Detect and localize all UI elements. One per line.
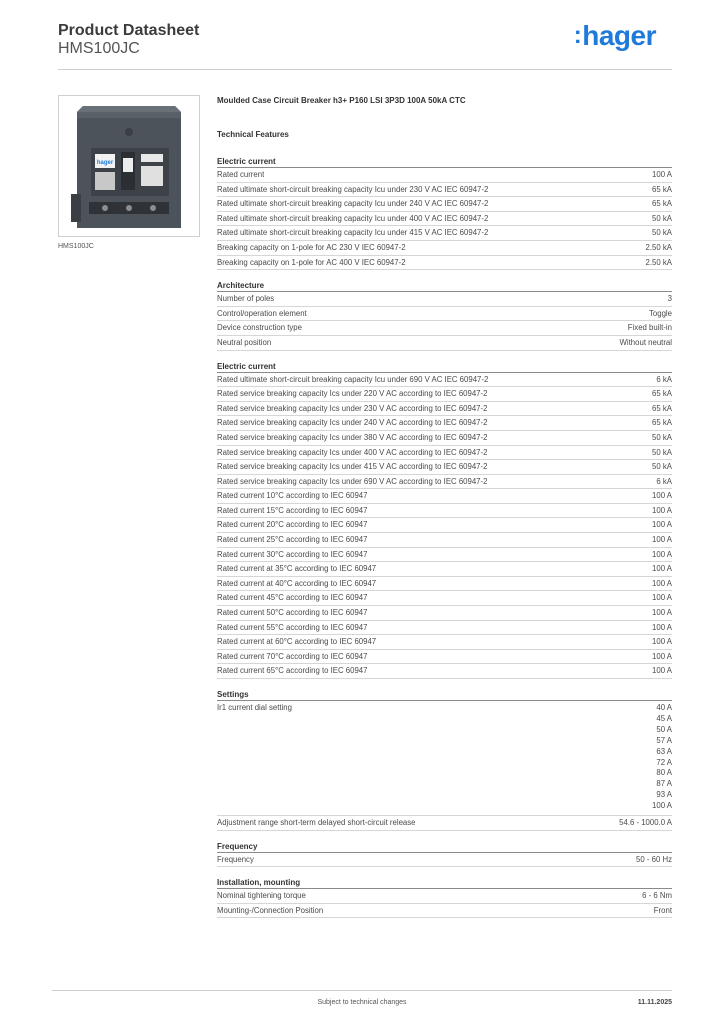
- spec-row: [217, 402, 672, 417]
- spec-row: [217, 533, 672, 548]
- spec-value: 2.50 kA: [645, 257, 672, 267]
- spec-value: 100 A: [652, 651, 672, 661]
- spec-row: [217, 504, 672, 519]
- spec-label: Rated current 10°C according to IEC 60947: [217, 491, 368, 501]
- spec-row: [217, 904, 672, 919]
- spec-value: 50 - 60 Hz: [636, 854, 672, 864]
- dial-value: 50 A: [656, 724, 672, 734]
- dial-value: 100 A: [652, 801, 672, 811]
- spec-label: Device construction type: [217, 323, 302, 333]
- spec-value: 100 A: [652, 505, 672, 515]
- spec-value: 100 A: [652, 491, 672, 501]
- dial-setting-label: Ir1 current dial setting: [217, 703, 292, 712]
- spec-label: Rated service breaking capacity Ics under 220 V AC according to IEC 60947-2: [217, 389, 488, 399]
- group-title: Electric current: [217, 156, 672, 168]
- spec-row: [217, 650, 672, 665]
- product-image: [58, 95, 200, 237]
- spec-row: [217, 226, 672, 241]
- spec-label: Rated ultimate short-circuit breaking capacity Icu under 230 V AC IEC 60947-2: [217, 184, 489, 194]
- dial-value: 80 A: [656, 768, 672, 778]
- spec-row: [217, 336, 672, 351]
- spec-label: Number of poles: [217, 294, 275, 304]
- spec-value: 65 kA: [652, 389, 672, 399]
- spec-label: Rated current 65°C according to IEC 60947: [217, 666, 368, 676]
- spec-label: Rated service breaking capacity Ics under 415 V AC according to IEC 60947-2: [217, 462, 488, 472]
- document-title: Product Datasheet: [58, 22, 200, 39]
- adjust-range-row: [217, 816, 672, 831]
- circuit-breaker-icon: [69, 102, 191, 232]
- spec-label: Neutral position: [217, 337, 272, 347]
- spec-value: 100 A: [652, 170, 672, 179]
- document-subtitle: HMS100JC: [58, 40, 140, 57]
- spec-label: Rated ultimate short-circuit breaking capacity Icu under 690 V AC IEC 60947-2: [217, 374, 489, 384]
- spec-value: 100 A: [652, 578, 672, 588]
- spec-row: [217, 307, 672, 322]
- spec-label: Rated service breaking capacity Ics under 690 V AC according to IEC 60947-2: [217, 476, 488, 486]
- spec-value: 65 kA: [652, 418, 672, 428]
- page-header: [58, 20, 672, 70]
- spec-row: [217, 889, 672, 904]
- spec-row: [217, 183, 672, 198]
- spec-value: Fixed built-in: [627, 323, 672, 333]
- spec-row: [217, 416, 672, 431]
- brand-logo: :hager: [573, 20, 656, 51]
- brand-logo-text: hager: [582, 20, 656, 51]
- spec-value: 50 kA: [652, 447, 672, 457]
- spec-label: Rated current 15°C according to IEC 60947: [217, 505, 368, 515]
- dial-value: 93 A: [656, 790, 672, 800]
- spec-label: Rated current at 40°C according to IEC 60947: [217, 578, 377, 588]
- spec-label: Nominal tightening torque: [217, 891, 306, 901]
- spec-label: Rated current 25°C according to IEC 60947: [217, 535, 368, 545]
- dial-value: 87 A: [656, 779, 672, 789]
- dial-setting-values: [652, 703, 672, 812]
- spec-label: Rated ultimate short-circuit breaking capacity Icu under 400 V AC IEC 60947-2: [217, 213, 489, 223]
- spec-value: 100 A: [652, 608, 672, 618]
- spec-row: [217, 562, 672, 577]
- group-title: Electric current: [217, 361, 672, 373]
- dial-setting-row: [217, 701, 672, 816]
- spec-value: 6 - 6 Nm: [642, 891, 672, 901]
- spec-row: [217, 460, 672, 475]
- spec-row: [217, 256, 672, 271]
- group-title: Architecture: [217, 280, 672, 292]
- spec-value: Toggle: [649, 308, 672, 318]
- spec-label: Breaking capacity on 1-pole for AC 400 V IEC 60947-2: [217, 257, 406, 267]
- spec-row: [217, 197, 672, 212]
- spec-value: 50 kA: [652, 432, 672, 442]
- spec-row: [217, 321, 672, 336]
- spec-label: Rated ultimate short-circuit breaking capacity Icu under 415 V AC IEC 60947-2: [217, 228, 489, 238]
- spec-label: Rated service breaking capacity Ics under 240 V AC according to IEC 60947-2: [217, 418, 488, 428]
- spec-row: [217, 241, 672, 256]
- spec-value: 100 A: [652, 520, 672, 530]
- spec-label: Rated ultimate short-circuit breaking capacity Icu under 240 V AC IEC 60947-2: [217, 199, 489, 209]
- spec-value: 65 kA: [652, 184, 672, 194]
- spec-label: Rated current 45°C according to IEC 60947: [217, 593, 368, 603]
- spec-value: 6 kA: [656, 374, 672, 384]
- settings-title: Settings: [217, 689, 672, 701]
- spec-label: Frequency: [217, 854, 254, 864]
- spec-label: Rated service breaking capacity Ics under 380 V AC according to IEC 60947-2: [217, 432, 488, 442]
- footer-date: 11.11.2025: [637, 999, 672, 1006]
- spec-value: 65 kA: [652, 199, 672, 209]
- spec-row: [217, 212, 672, 227]
- spec-value: 3: [667, 294, 672, 304]
- dial-value: 72 A: [656, 757, 672, 767]
- spec-label: Rated current 55°C according to IEC 60947: [217, 622, 368, 632]
- spec-value: Front: [653, 905, 672, 915]
- spec-label: Control/operation element: [217, 308, 307, 318]
- dial-value: 63 A: [656, 746, 672, 756]
- spec-label: Rated current 30°C according to IEC 60947: [217, 549, 368, 559]
- spec-label: Rated service breaking capacity Ics under 400 V AC according to IEC 60947-2: [217, 447, 488, 457]
- svg-text:hager: hager: [96, 160, 114, 166]
- spec-row: [217, 635, 672, 650]
- spec-value: 100 A: [652, 666, 672, 676]
- spec-row: [217, 475, 672, 490]
- installation-title: Installation, mounting: [217, 877, 672, 889]
- spec-row: [217, 292, 672, 307]
- spec-value: 50 kA: [652, 228, 672, 238]
- spec-label: Breaking capacity on 1-pole for AC 230 V IEC 60947-2: [217, 242, 406, 252]
- spec-label: Rated current 20°C according to IEC 60947: [217, 520, 368, 530]
- spec-row: [217, 664, 672, 679]
- spec-label: Rated current at 60°C according to IEC 60947: [217, 637, 377, 647]
- dial-value: 40 A: [656, 703, 672, 712]
- spec-value: 50 kA: [652, 462, 672, 472]
- spec-value: 100 A: [652, 622, 672, 632]
- spec-row: [217, 168, 672, 183]
- spec-label: Rated current 70°C according to IEC 60947: [217, 651, 368, 661]
- spec-value: Without neutral: [619, 337, 672, 347]
- spec-value: 50 kA: [652, 213, 672, 223]
- spec-row: [217, 591, 672, 606]
- spec-value: 100 A: [652, 549, 672, 559]
- spec-row: [217, 548, 672, 563]
- frequency-rows: [217, 853, 672, 868]
- spec-row: [217, 373, 672, 388]
- footer-note: Subject to technical changes: [317, 999, 407, 1006]
- spec-value: 100 A: [652, 535, 672, 545]
- spec-row: [217, 853, 672, 868]
- technical-content: [217, 96, 672, 918]
- spec-label: Rated current at 35°C according to IEC 60947: [217, 564, 377, 574]
- spec-value: 6 kA: [656, 476, 672, 486]
- spec-label: Rated current: [217, 170, 265, 179]
- dial-value: 57 A: [656, 735, 672, 745]
- spec-row: [217, 431, 672, 446]
- product-name: Moulded Case Circuit Breaker h3+ P160 LSI 3P3D 100A 50kA CTC: [217, 96, 466, 105]
- spec-row: [217, 387, 672, 402]
- spec-value: 100 A: [652, 593, 672, 603]
- adjust-range-value: 54.6 - 1000.0 A: [619, 818, 672, 828]
- spec-row: [217, 621, 672, 636]
- dial-value: 45 A: [656, 713, 672, 723]
- spec-label: Rated current 50°C according to IEC 60947: [217, 608, 368, 618]
- frequency-title: Frequency: [217, 841, 672, 853]
- spec-row: [217, 606, 672, 621]
- spec-row: [217, 577, 672, 592]
- installation-rows: [217, 889, 672, 918]
- spec-value: 2.50 kA: [645, 242, 672, 252]
- feature-groups: [217, 156, 672, 689]
- spec-row: [217, 518, 672, 533]
- product-image-caption: HMS100JC: [58, 243, 94, 250]
- spec-value: 65 kA: [652, 403, 672, 413]
- adjust-range-label: Adjustment range short-term delayed short-circuit release: [217, 818, 416, 828]
- spec-label: Mounting-/Connection Position: [217, 905, 324, 915]
- spec-row: [217, 446, 672, 461]
- spec-value: 100 A: [652, 637, 672, 647]
- spec-value: 100 A: [652, 564, 672, 574]
- footer-divider: [52, 990, 672, 991]
- spec-label: Rated service breaking capacity Ics under 230 V AC according to IEC 60947-2: [217, 403, 488, 413]
- spec-row: [217, 489, 672, 504]
- technical-features-label: Technical Features: [217, 130, 289, 139]
